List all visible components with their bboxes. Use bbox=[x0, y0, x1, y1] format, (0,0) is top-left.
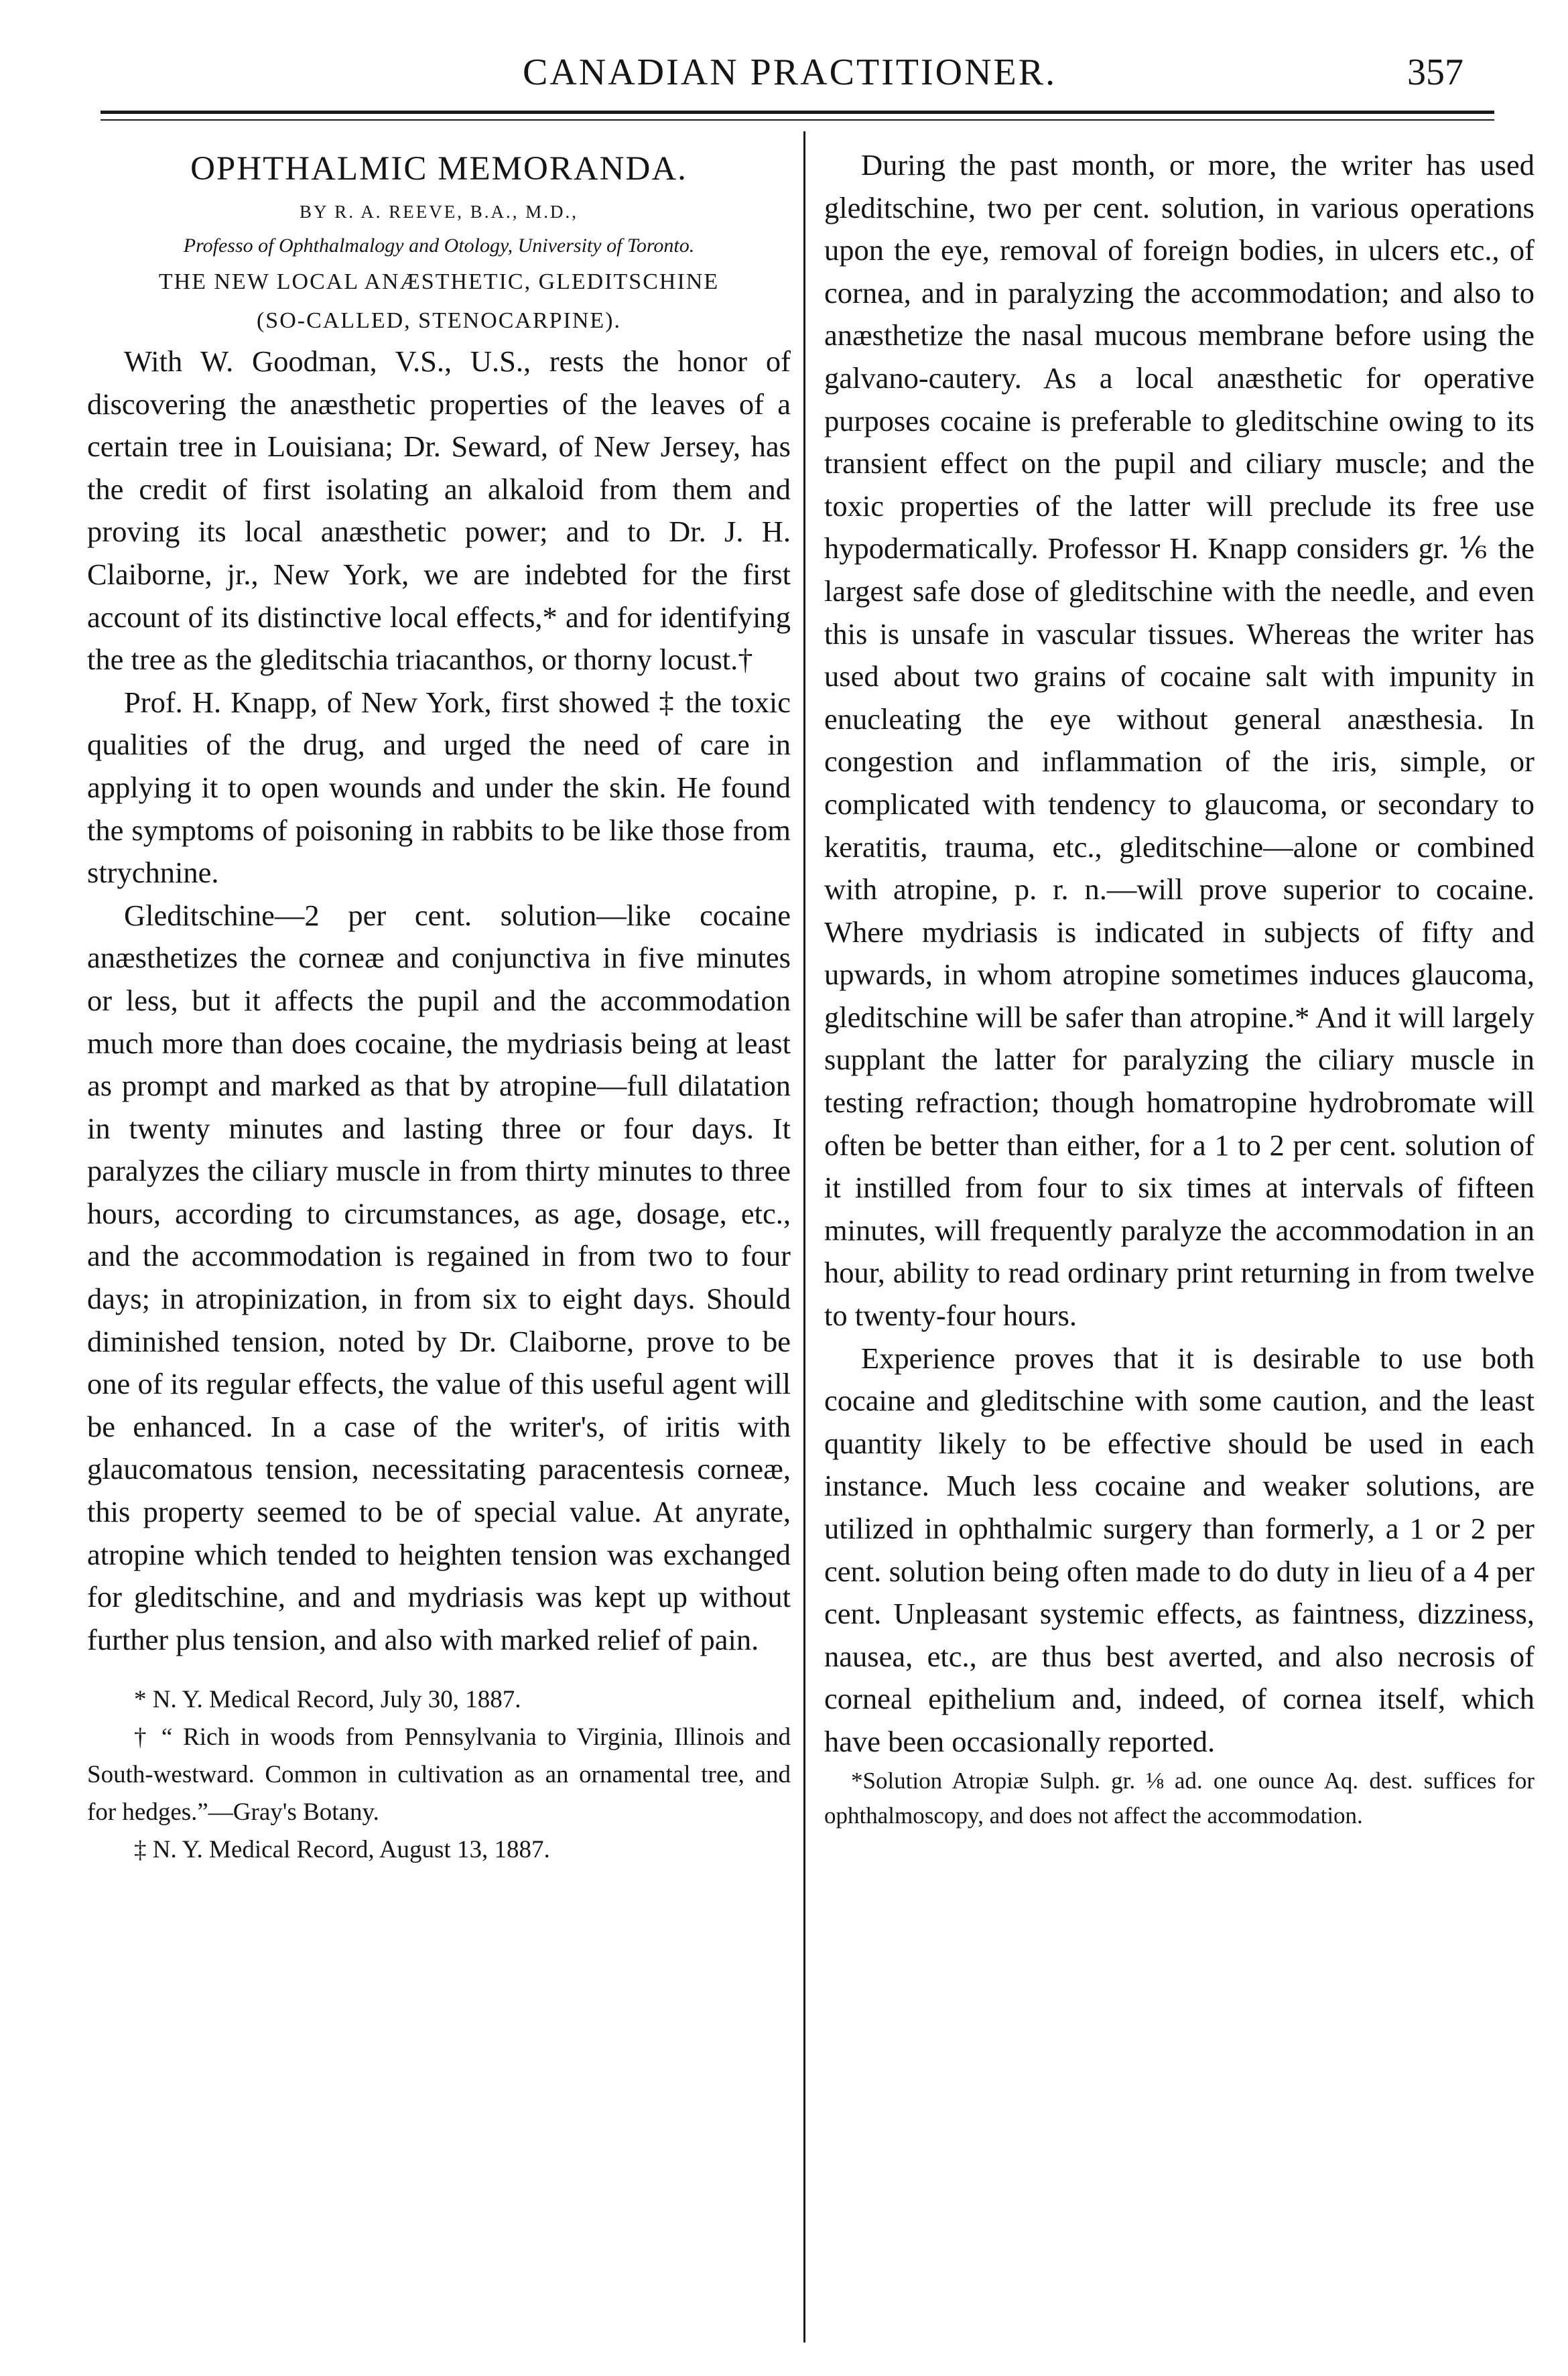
body-paragraph: During the past month, or more, the writer has used gleditschine, two per cent. solution, in various operations upon the eye, removal of foreign bodies, in ulcers etc., of cornea, and in paralyzing the accommodation; and also to anæsthetize the nasal mucous membrane before using the galvano-cautery. As a local anæsthetic for operative purposes cocaine is preferable to gleditschine owing to its transient effect on the pupil and ciliary muscle; and the toxic properties of the latter will preclude its free use hypodermatically. Professor H. Knapp considers gr. ⅙ the largest safe dose of gleditschine with the needle, and even this is unsafe in vascular tissues. Whereas the writer has used about two grains of cocaine salt with impunity in enucleating the eye without general anæsthesia. In congestion and inflammation of the iris, simple, or complicated with tendency to glaucoma, or secondary to keratitis, trauma, etc., gleditschine—alone or combined with atropine, p. r. n.—will prove superior to cocaine. Where mydriasis is indicated in subjects of fifty and upwards, in whom atropine sometimes induces glaucoma, gleditschine will be safer than atropine.* And it will largely supplant the latter for paralyzing the ciliary muscle in testing refraction; though homatropine hydrobromate will often be better than either, for a 1 to 2 per cent. solution of it instilled from four to six times at intervals of fifteen minutes, will frequently paralyze the accommodation in an hour, ability to read ordinary print returning in from twelve to twenty-four hours. bbox=[824, 148, 1534, 1333]
column-divider bbox=[803, 131, 805, 2342]
section-heading: THE NEW LOCAL ANÆSTHETIC, GLEDITSCHINE bbox=[158, 269, 720, 294]
right-column bbox=[824, 144, 1534, 1833]
footnote: † “ Rich in woods from Pennsylvania to Virginia, Illinois and South-westward. Common in cultivation as an ornamental tree, and for hedges.”—Gray's Botany. bbox=[87, 1723, 791, 1827]
body-paragraph: Gleditschine—2 per cent. solution—like cocaine anæsthetizes the corneæ and conjunctiva in five minutes or less, but it affects the pupil and the accommodation much more than does cocaine, the mydriasis being at least as prompt and marked as that by atropine—full dilatation in twenty minutes and lasting three or four days. It paralyzes the ciliary muscle in from thirty minutes to three hours, according to circumstances, as age, dosage, etc., and the accommodation is regained in from two to four days; in atropinization, in from six to eight days. Should diminished tension, noted by Dr. Claiborne, prove to be one of its regular effects, the value of this useful agent will be enhanced. In a case of the writer's, of iritis with glaucomatous tension, necessitating paracentesis corneæ, this property seemed to be of special value. At anyrate, atropine which tended to heighten tension was exchanged for gleditschine, and and mydriasis was kept up without further plus tension, and also with marked relief of pain. bbox=[87, 898, 791, 1656]
body-paragraph: Experience proves that it is desirable to use both cocaine and gleditschine with some caution, and the least quantity likely to be effective should be used in each instance. Much less cocaine and weaker solutions, are utilized in ophthalmic surgery than formerly, a 1 or 2 per cent. solution being often made to do duty in lieu of a 4 per cent. Unpleasant systemic effects, as faintness, dizziness, nausea, etc., are thus best averted, and also necrosis of corneal epithelium and, indeed, of cornea itself, which have been occasionally reported. bbox=[824, 1341, 1534, 1758]
header-rule-thick bbox=[101, 111, 1494, 114]
section-subheading: (SO-CALLED, STENOCARPINE). bbox=[256, 308, 622, 333]
article-title: OPHTHALMIC MEMORANDA. bbox=[190, 150, 688, 188]
left-column bbox=[87, 144, 791, 1869]
body-paragraph: With W. Goodman, V.S., U.S., rests the honor of discovering the anæsthetic properties of the leaves of a certain tree in Louisiana; Dr. Seward, of New Jersey, has the credit of first isolating an alkaloid from them and proving its local anæsthetic power; and to Dr. J. H. Claiborne, jr., New York, we are indebted for the first account of its distinctive local effects,* and for identifying the tree as the gleditschia triacanthos, or thorny locust.† bbox=[87, 344, 791, 677]
page-number: 357 bbox=[1407, 52, 1463, 93]
footnotes bbox=[87, 1681, 791, 1869]
journal-title: CANADIAN PRACTITIONER. bbox=[523, 52, 1057, 93]
author-affiliation: Professo of Ophthalmalogy and Otology, University of Toronto. bbox=[183, 235, 695, 257]
footnote: * N. Y. Medical Record, July 30, 1887. bbox=[134, 1686, 521, 1714]
footnote: *Solution Atropiæ Sulph. gr. ⅛ ad. one ounce Aq. dest. suffices for ophthalmoscopy, and does not affect the accommodation. bbox=[824, 1767, 1534, 1829]
header-rule-thin bbox=[101, 119, 1494, 121]
running-head bbox=[0, 0, 1568, 114]
footnote: ‡ N. Y. Medical Record, August 13, 1887. bbox=[134, 1836, 550, 1864]
author-byline: BY R. A. REEVE, B.A., M.D., bbox=[299, 202, 579, 222]
body-paragraph: Prof. H. Knapp, of New York, first showed ‡ the toxic qualities of the drug, and urged the need of care in applying it to open wounds and under the skin. He found the symptoms of poisoning in rabbits to be like those from strychnine. bbox=[87, 685, 791, 890]
